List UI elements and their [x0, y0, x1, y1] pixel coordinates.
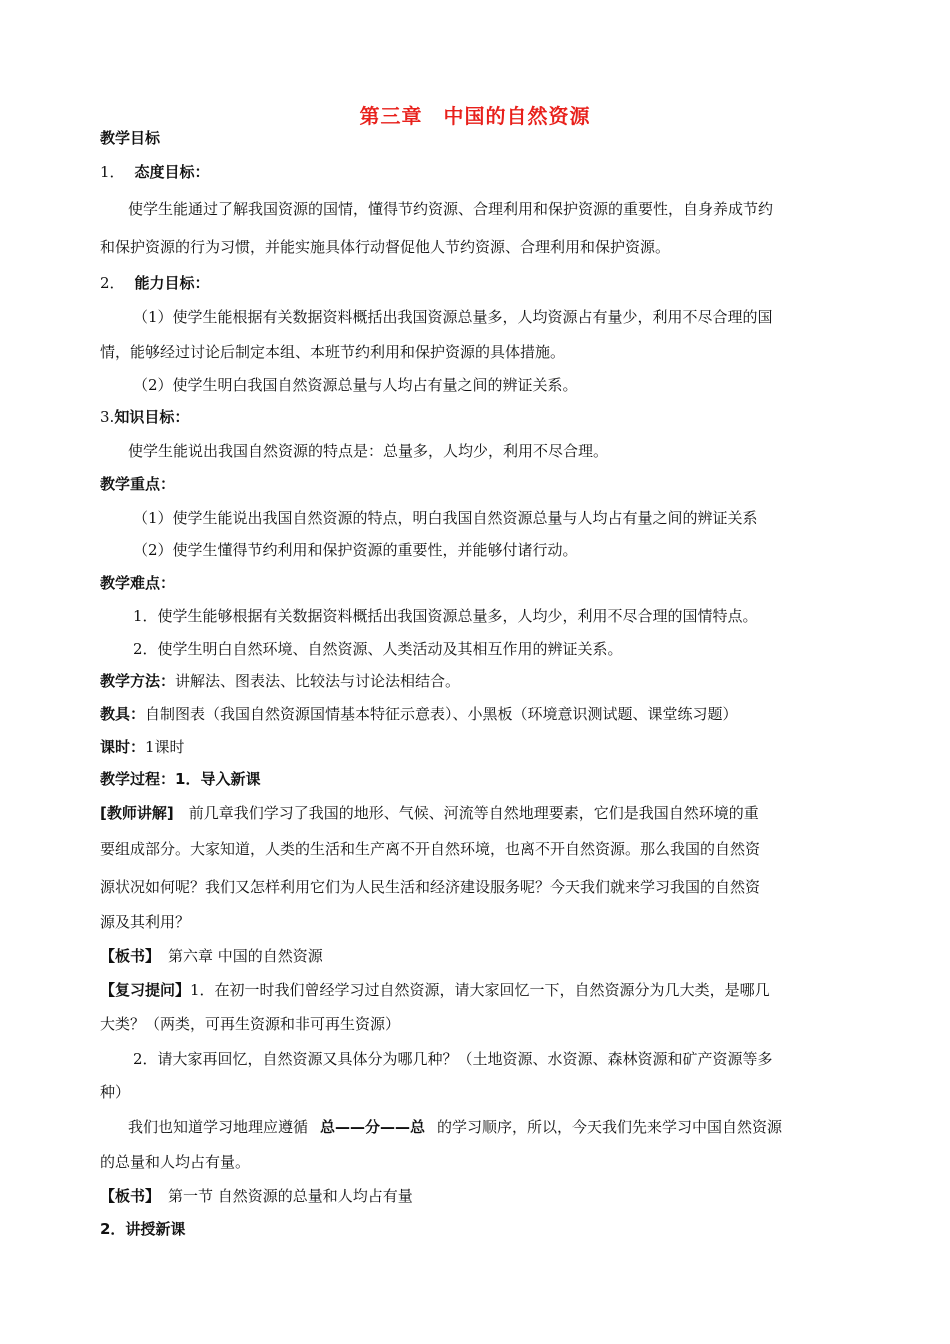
paragraph-line: （1）使学生能说出我国自然资源的特点，明白我国自然资源总量与人均占有量之间的辨证关系 — [133, 509, 758, 527]
page-title: 第三章 中国的自然资源 — [359, 104, 591, 128]
paragraph-text: 1．在初一时我们曾经学习过自然资源，请大家回忆一下，自然资源分为几大类，是哪几 — [190, 981, 770, 999]
section-attitude-goal — [100, 162, 860, 182]
field-value: 讲解法、图表法、比较法与讨论法相结合。 — [175, 672, 461, 690]
paragraph-line: 和保护资源的行为习惯，并能实施具体行动督促他人节约资源、合理利用和保护资源。 — [100, 238, 671, 256]
field-value: 自制图表（我国自然资源国情基本特征示意表）、小黑板（环境意识测试题、课堂练习题） — [145, 705, 738, 723]
teacher-explanation — [100, 803, 860, 823]
bracket-label: 【复习提问】 — [100, 981, 191, 999]
section-knowledge-goal — [100, 407, 860, 427]
field-label: 教具： — [100, 705, 146, 723]
section-heading: 能力目标： — [134, 274, 210, 292]
paragraph-text: 我们也知道学习地理应遵循 — [128, 1118, 309, 1136]
blackboard-note — [100, 946, 860, 966]
paragraph-line: 情，能够经过讨论后制定本组、本班节约利用和保护资源的具体措施。 — [100, 343, 566, 361]
section-number: 1． — [100, 163, 125, 181]
emphasis-text: 总——分——总 — [320, 1118, 426, 1136]
field-label: 课时： — [100, 738, 146, 756]
paragraph-line: 要组成部分。大家知道，人类的生活和生产离不开自然环境，也离不开自然资源。那么我国的自然资 — [100, 840, 761, 858]
paragraph-line: 源状况如何呢？我们又怎样利用它们为人民生活和经济建设服务呢？今天我们就来学习我国的自然资 — [100, 878, 761, 896]
heading-new-lesson: 2．讲授新课 — [100, 1220, 186, 1238]
paragraph-text: 第六章 中国的自然资源 — [168, 947, 323, 965]
paragraph-line: （1）使学生能根据有关数据资料概括出我国资源总量多，人均资源占有量少，利用不尽合理的国 — [133, 308, 773, 326]
field-label: 教学方法： — [100, 672, 176, 690]
field-label: 教学过程： — [100, 770, 176, 788]
heading-difficulties: 教学难点： — [100, 574, 176, 592]
paragraph-line: 使学生能说出我国自然资源的特点是：总量多，人均少，利用不尽合理。 — [128, 442, 609, 460]
section-ability-goal — [100, 273, 860, 293]
bracket-label: 【板书】 — [100, 1187, 161, 1205]
heading-key-points: 教学重点： — [100, 475, 176, 493]
bracket-label: 【板书】 — [100, 947, 161, 965]
heading-teaching-goals: 教学目标 — [100, 129, 161, 147]
section-number: 2． — [100, 274, 125, 292]
paragraph-line: 大类？（两类，可再生资源和非可再生资源） — [100, 1015, 401, 1033]
teaching-aids — [100, 704, 860, 724]
paragraph-line: 的总量和人均占有量。 — [100, 1153, 251, 1171]
paragraph-text: 前几章我们学习了我国的地形、气候、河流等自然地理要素，它们是我国自然环境的重 — [173, 804, 759, 822]
section-number: 3. — [100, 408, 115, 426]
teaching-process — [100, 769, 860, 789]
bracket-label: [教师讲解] — [100, 804, 174, 822]
review-question — [100, 980, 860, 1000]
paragraph-line: 种） — [100, 1083, 131, 1101]
section-heading: 态度目标： — [134, 163, 210, 181]
paragraph-line: 源及其利用？ — [100, 913, 191, 931]
paragraph-line: 2．使学生明白自然环境、自然资源、人类活动及其相互作用的辨证关系。 — [133, 640, 623, 658]
paragraph-line: （2）使学生懂得节约利用和保护资源的重要性，并能够付诸行动。 — [133, 541, 578, 559]
learning-order — [128, 1117, 888, 1137]
paragraph-text: 第一节 自然资源的总量和人均占有量 — [168, 1187, 413, 1205]
paragraph-line: 1．使学生能够根据有关数据资料概括出我国资源总量多，人均少，利用不尽合理的国情特点。 — [133, 607, 758, 625]
teaching-methods — [100, 671, 860, 691]
field-value: 1课时 — [145, 738, 185, 756]
paragraph-line: 使学生能通过了解我国资源的国情，懂得节约资源、合理利用和保护资源的重要性，自身养成节约 — [128, 200, 774, 218]
paragraph-line: 2．请大家再回忆，自然资源又具体分为哪几种？（土地资源、水资源、森林资源和矿产资源等多 — [133, 1050, 773, 1068]
field-value: 1．导入新课 — [175, 770, 261, 788]
paragraph-text: 的学习顺序，所以，今天我们先来学习中国自然资源 — [437, 1118, 783, 1136]
blackboard-note — [100, 1186, 860, 1206]
paragraph-line: （2）使学生明白我国自然资源总量与人均占有量之间的辨证关系。 — [133, 376, 578, 394]
section-heading: 知识目标： — [114, 408, 190, 426]
class-hours — [100, 737, 860, 757]
